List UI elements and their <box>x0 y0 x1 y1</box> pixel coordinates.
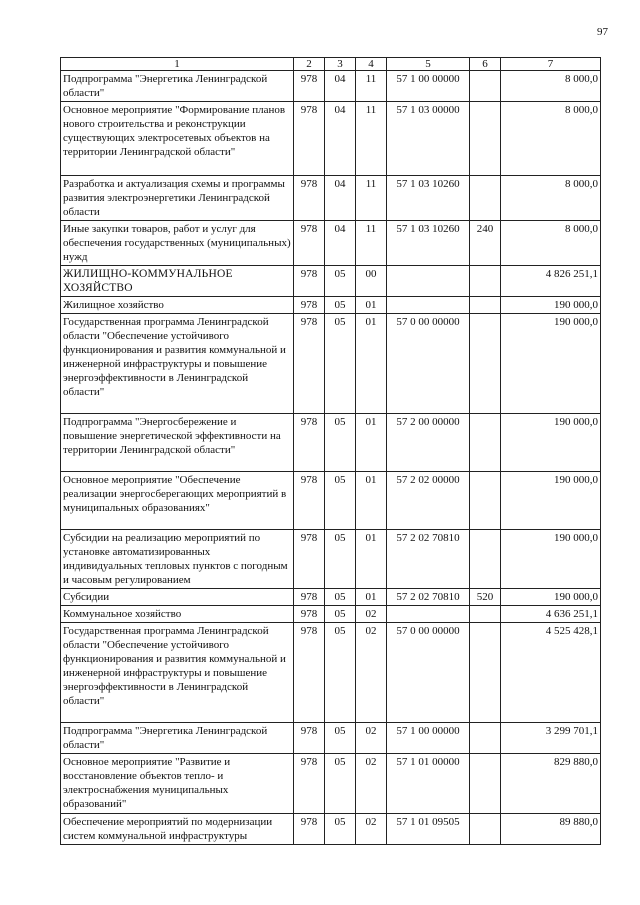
row-target-article: 57 0 00 00000 <box>387 623 470 723</box>
table-header-row <box>61 58 601 71</box>
col-header-amount: 7 <box>501 58 601 71</box>
table-row <box>61 297 601 314</box>
row-expense-type <box>470 623 501 723</box>
row-target-article: 57 1 03 10260 <box>387 176 470 221</box>
row-target-article: 57 1 03 10260 <box>387 221 470 266</box>
row-section: 05 <box>325 414 356 472</box>
table-row <box>61 266 601 297</box>
row-expense-type <box>470 814 501 845</box>
row-ministry: 978 <box>294 814 325 845</box>
row-expense-type <box>470 754 501 814</box>
row-target-article: 57 2 00 00000 <box>387 414 470 472</box>
row-amount: 829 880,0 <box>501 754 601 814</box>
row-section: 04 <box>325 221 356 266</box>
row-amount: 89 880,0 <box>501 814 601 845</box>
row-ministry: 978 <box>294 314 325 414</box>
table-row <box>61 754 601 814</box>
col-header-subsection: 4 <box>356 58 387 71</box>
row-amount: 190 000,0 <box>501 314 601 414</box>
row-section: 05 <box>325 754 356 814</box>
row-ministry: 978 <box>294 530 325 589</box>
row-expense-type <box>470 266 501 297</box>
row-section: 05 <box>325 814 356 845</box>
row-section: 05 <box>325 472 356 530</box>
row-expense-type <box>470 414 501 472</box>
table-row <box>61 71 601 102</box>
row-ministry: 978 <box>294 606 325 623</box>
col-header-name: 1 <box>61 58 294 71</box>
row-expense-type <box>470 176 501 221</box>
row-ministry: 978 <box>294 414 325 472</box>
row-amount: 190 000,0 <box>501 589 601 606</box>
row-amount: 190 000,0 <box>501 530 601 589</box>
table-row <box>61 589 601 606</box>
row-name: Подпрограмма "Энергетика Ленинградской области" <box>61 71 294 102</box>
row-name: Государственная программа Ленинградской области "Обеспечение устойчивого функционирования и развития коммунальной и инженерной инфраструктуры и повышение энергоэффективности в Ленинградской области" <box>61 314 294 414</box>
row-name: Коммунальное хозяйство <box>61 606 294 623</box>
row-target-article <box>387 297 470 314</box>
table-row <box>61 176 601 221</box>
row-ministry: 978 <box>294 754 325 814</box>
row-name: Обеспечение мероприятий по модернизации систем коммунальной инфраструктуры <box>61 814 294 845</box>
table-row <box>61 623 601 723</box>
row-subsection: 01 <box>356 472 387 530</box>
row-subsection: 01 <box>356 530 387 589</box>
row-section: 05 <box>325 589 356 606</box>
table-row <box>61 221 601 266</box>
table-row <box>61 606 601 623</box>
col-header-target-article: 5 <box>387 58 470 71</box>
row-name: Основное мероприятие "Развитие и восстановление объектов тепло- и электроснабжения муниципальных образований" <box>61 754 294 814</box>
row-expense-type <box>470 102 501 176</box>
col-header-expense-type: 6 <box>470 58 501 71</box>
row-subsection: 02 <box>356 814 387 845</box>
row-expense-type: 520 <box>470 589 501 606</box>
row-target-article: 57 1 01 09505 <box>387 814 470 845</box>
row-target-article: 57 1 00 00000 <box>387 71 470 102</box>
row-section: 05 <box>325 723 356 754</box>
row-name: Основное мероприятие "Формирование планов нового строительства и реконструкции существующих электросетевых объектов на территории Ленинградской области" <box>61 102 294 176</box>
row-ministry: 978 <box>294 472 325 530</box>
page-number: 97 <box>597 26 608 38</box>
row-subsection: 01 <box>356 297 387 314</box>
row-name: Субсидии на реализацию мероприятий по установке автоматизированных индивидуальных тепловых пунктов с погодным и часовым регулированием <box>61 530 294 589</box>
row-subsection: 01 <box>356 589 387 606</box>
row-amount: 190 000,0 <box>501 297 601 314</box>
row-target-article: 57 2 02 70810 <box>387 589 470 606</box>
row-ministry: 978 <box>294 297 325 314</box>
table-row <box>61 102 601 176</box>
row-section: 05 <box>325 606 356 623</box>
row-amount: 190 000,0 <box>501 472 601 530</box>
row-ministry: 978 <box>294 723 325 754</box>
row-name: Государственная программа Ленинградской области "Обеспечение устойчивого функционирования и развития коммунальной и инженерной инфраструктуры и повышение энергоэффективности в Ленинградской области" <box>61 623 294 723</box>
table-row <box>61 530 601 589</box>
row-amount: 4 826 251,1 <box>501 266 601 297</box>
row-target-article: 57 1 03 00000 <box>387 102 470 176</box>
budget-table <box>60 57 601 845</box>
row-expense-type <box>470 71 501 102</box>
row-amount: 4 525 428,1 <box>501 623 601 723</box>
row-name: Субсидии <box>61 589 294 606</box>
row-name: ЖИЛИЩНО-КОММУНАЛЬНОЕ ХОЗЯЙСТВО <box>61 266 294 297</box>
row-ministry: 978 <box>294 266 325 297</box>
row-amount: 8 000,0 <box>501 176 601 221</box>
table-row <box>61 723 601 754</box>
row-subsection: 11 <box>356 221 387 266</box>
col-header-section: 3 <box>325 58 356 71</box>
row-subsection: 02 <box>356 754 387 814</box>
row-expense-type <box>470 723 501 754</box>
row-target-article <box>387 266 470 297</box>
row-ministry: 978 <box>294 623 325 723</box>
row-amount: 3 299 701,1 <box>501 723 601 754</box>
row-subsection: 11 <box>356 71 387 102</box>
row-section: 05 <box>325 266 356 297</box>
row-ministry: 978 <box>294 71 325 102</box>
row-expense-type <box>470 297 501 314</box>
row-expense-type <box>470 530 501 589</box>
row-target-article: 57 2 02 00000 <box>387 472 470 530</box>
row-subsection: 02 <box>356 606 387 623</box>
row-section: 05 <box>325 297 356 314</box>
row-expense-type: 240 <box>470 221 501 266</box>
row-target-article: 57 2 02 70810 <box>387 530 470 589</box>
col-header-ministry: 2 <box>294 58 325 71</box>
row-subsection: 01 <box>356 414 387 472</box>
table-row <box>61 314 601 414</box>
row-ministry: 978 <box>294 589 325 606</box>
row-section: 04 <box>325 71 356 102</box>
row-expense-type <box>470 606 501 623</box>
row-section: 05 <box>325 623 356 723</box>
row-subsection: 02 <box>356 623 387 723</box>
row-target-article: 57 1 00 00000 <box>387 723 470 754</box>
row-subsection: 00 <box>356 266 387 297</box>
row-amount: 8 000,0 <box>501 102 601 176</box>
row-amount: 4 636 251,1 <box>501 606 601 623</box>
row-subsection: 01 <box>356 314 387 414</box>
table-row <box>61 814 601 845</box>
row-ministry: 978 <box>294 221 325 266</box>
row-name: Жилищное хозяйство <box>61 297 294 314</box>
row-name: Иные закупки товаров, работ и услуг для обеспечения государственных (муниципальных) нужд <box>61 221 294 266</box>
row-expense-type <box>470 314 501 414</box>
row-amount: 8 000,0 <box>501 71 601 102</box>
row-target-article: 57 0 00 00000 <box>387 314 470 414</box>
table-row <box>61 414 601 472</box>
row-expense-type <box>470 472 501 530</box>
row-name: Основное мероприятие "Обеспечение реализации энергосберегающих мероприятий в муниципальных образованиях" <box>61 472 294 530</box>
row-name: Разработка и актуализация схемы и программы развития электроэнергетики Ленинградской области <box>61 176 294 221</box>
row-name: Подпрограмма "Энергетика Ленинградской области" <box>61 723 294 754</box>
row-subsection: 02 <box>356 723 387 754</box>
row-subsection: 11 <box>356 102 387 176</box>
row-subsection: 11 <box>356 176 387 221</box>
row-name: Подпрограмма "Энергосбережение и повышение энергетической эффективности на территории Ленинградской области" <box>61 414 294 472</box>
row-target-article: 57 1 01 00000 <box>387 754 470 814</box>
row-section: 05 <box>325 530 356 589</box>
table-row <box>61 472 601 530</box>
row-amount: 190 000,0 <box>501 414 601 472</box>
row-section: 05 <box>325 314 356 414</box>
row-section: 04 <box>325 176 356 221</box>
row-section: 04 <box>325 102 356 176</box>
row-ministry: 978 <box>294 176 325 221</box>
row-target-article <box>387 606 470 623</box>
row-amount: 8 000,0 <box>501 221 601 266</box>
row-ministry: 978 <box>294 102 325 176</box>
